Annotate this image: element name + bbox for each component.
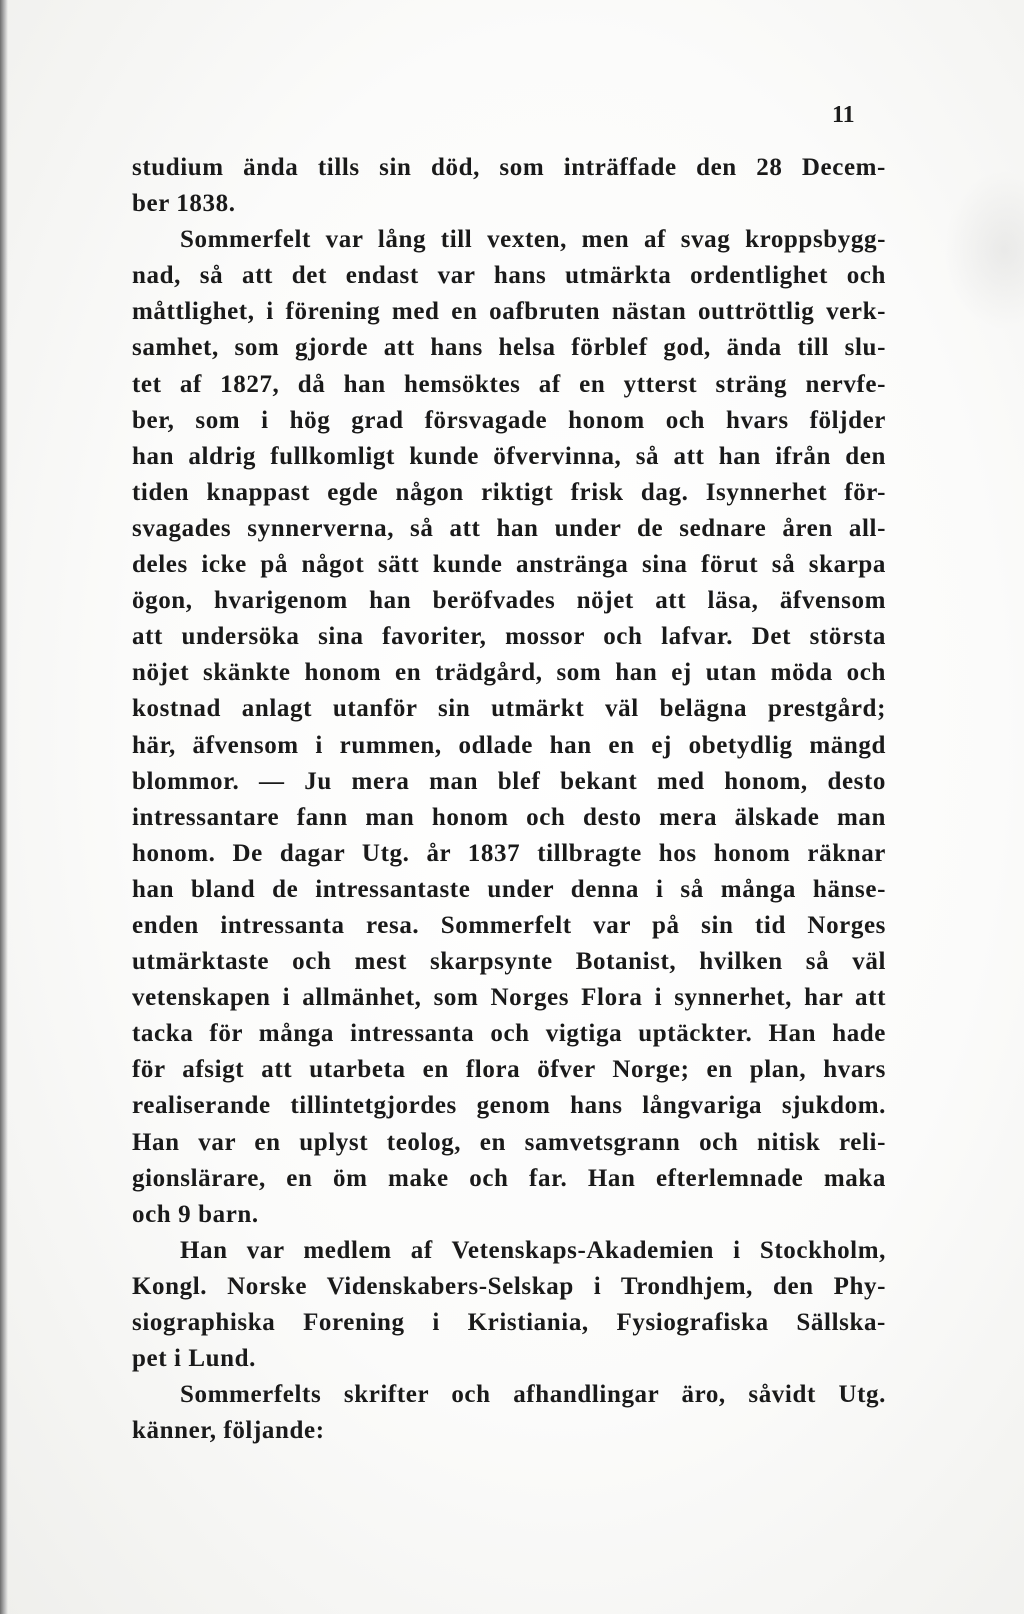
text-line: tet af 1827, då han hemsöktes af en ytterst sträng nervfe-: [132, 370, 886, 398]
text-line: deles icke på något sätt kunde anstränga sina förut så skarpa: [132, 551, 886, 579]
text-line: och 9 barn.: [132, 1200, 259, 1228]
text-line: samhet, som gjorde att hans helsa förblef god, ända till slu-: [132, 334, 886, 362]
text-line: utmärktaste och mest skarpsynte Botanist, hvilken så väl: [132, 948, 886, 976]
page-number: 11: [832, 102, 855, 128]
text-line: vetenskapen i allmänhet, som Norges Flora i synnerhet, har att: [132, 984, 886, 1012]
body-text: [132, 150, 886, 1449]
text-line: här, äfvensom i rummen, odlade han en ej obetydlig mängd: [132, 731, 886, 759]
text-line: kostnad anlagt utanför sin utmärkt väl belägna prestgård;: [132, 695, 886, 723]
text-line: Han var en uplyst teolog, en samvetsgrann och nitisk reli-: [132, 1128, 886, 1156]
page-binding-edge: [0, 0, 8, 1614]
text-line: intressantare fann man honom och desto mera älskade man: [132, 803, 886, 831]
text-line: Kongl. Norske Videnskabers-Selskap i Trondhjem, den Phy-: [132, 1272, 886, 1300]
text-line: måttlighet, i förening med en oafbruten nästan outtröttlig verk-: [132, 298, 886, 326]
ink-bleed-shadow: [944, 170, 1024, 330]
text-line: att undersöka sina favoriter, mossor och lafvar. Det största: [132, 623, 886, 651]
text-line: realiserande tillintetgjordes genom hans långvariga sjukdom.: [132, 1092, 886, 1120]
text-line: enden intressanta resa. Sommerfelt var på sin tid Norges: [132, 911, 886, 939]
text-line: ber 1838.: [132, 190, 236, 218]
text-line: han aldrig fullkomligt kunde öfvervinna, så att han ifrån den: [132, 442, 886, 470]
text-line: han bland de intressantaste under denna i så många hänse-: [132, 875, 886, 903]
text-line: tiden knappast egde någon riktigt frisk dag. Isynnerhet för-: [132, 478, 886, 506]
text-line: Han var medlem af Vetenskaps-Akademien i Stockholm,: [180, 1236, 886, 1264]
text-line: studium ända tills sin död, som inträffade den 28 Decem-: [132, 154, 886, 181]
text-line: blommor. — Ju mera man blef bekant med honom, desto: [132, 767, 886, 795]
text-line: gionslärare, en öm make och far. Han efterlemnade maka: [132, 1164, 886, 1192]
text-line: ögon, hvarigenom han beröfvades nöjet att läsa, äfvensom: [132, 587, 886, 615]
text-line: nöjet skänkte honom en trädgård, som han ej utan möda och: [132, 659, 886, 687]
text-line: Sommerfelt var lång till vexten, men af svag kroppsbygg-: [180, 226, 886, 254]
text-line: ber, som i hög grad försvagade honom och hvars följder: [132, 406, 886, 434]
text-line: tacka för många intressanta och vigtiga uptäckter. Han hade: [132, 1020, 886, 1048]
text-line: Sommerfelts skrifter och afhandlingar äro, såvidt Utg.: [180, 1381, 886, 1409]
text-line: siographiska Forening i Kristiania, Fysiografiska Sällska-: [132, 1309, 886, 1336]
text-line: nad, så att det endast var hans utmärkta ordentlighet och: [132, 262, 886, 290]
text-line: pet i Lund.: [132, 1345, 257, 1373]
text-line: honom. De dagar Utg. år 1837 tillbragte hos honom räknar: [132, 839, 886, 867]
text-line: för afsigt att utarbeta en flora öfver Norge; en plan, hvars: [132, 1056, 886, 1084]
text-line: svagades synnerverna, så att han under de sednare åren all-: [132, 514, 886, 542]
text-line: känner, följande:: [132, 1417, 325, 1445]
